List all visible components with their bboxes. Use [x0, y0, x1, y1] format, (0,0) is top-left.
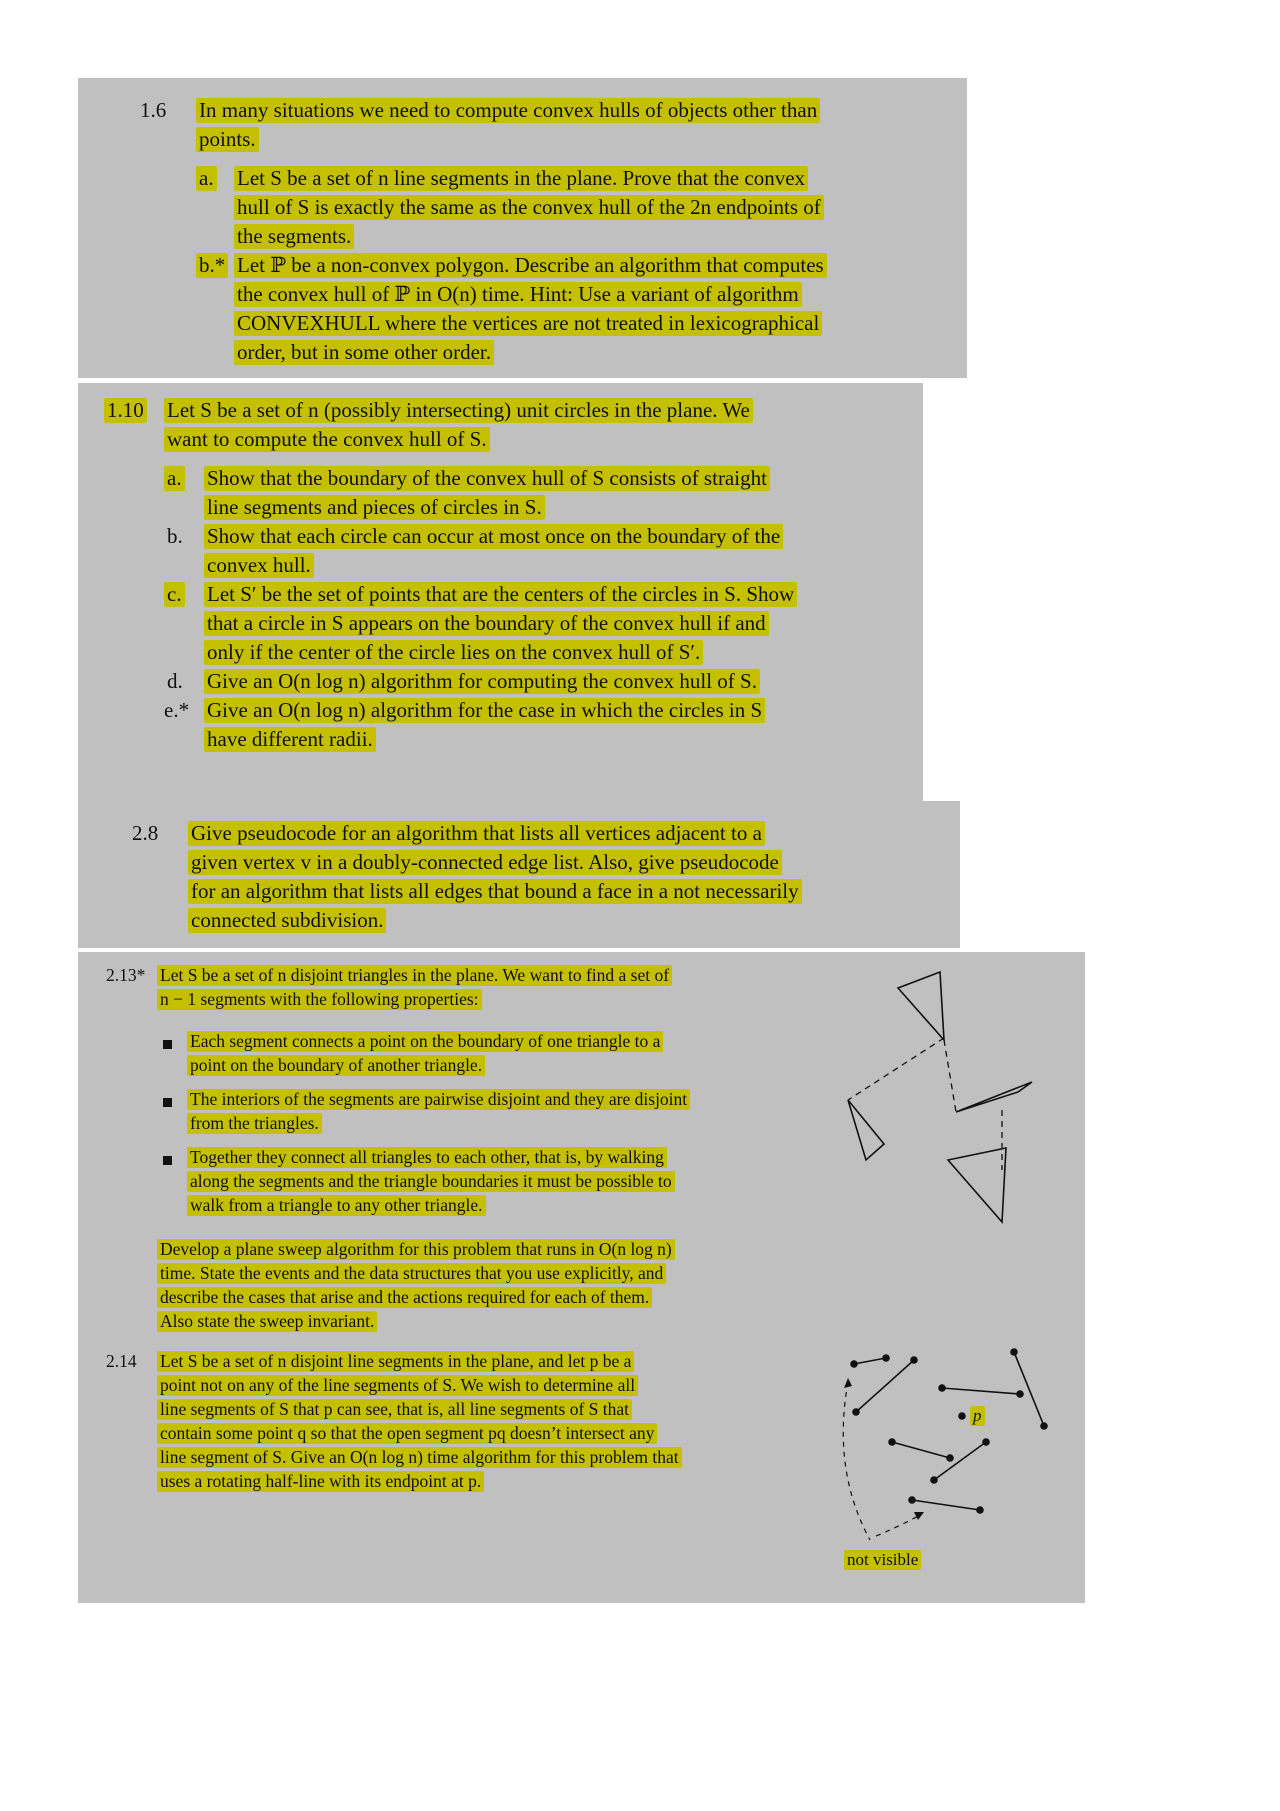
part-text-line: CONVEXHULL where the vertices are not treated in lexicographical: [234, 311, 822, 336]
part-text-line: the convex hull of ℙ in O(n) time. Hint: Use a variant of algorithm: [234, 282, 802, 307]
segment-endpoint: [1016, 1390, 1024, 1398]
triangle-shape: [948, 1148, 1006, 1222]
part-text-line: Let S′ be the set of points that are the centers of the circles in S. Show: [204, 582, 797, 607]
segment-endpoint: [852, 1408, 860, 1416]
not-visible-arrow-path: [876, 1514, 922, 1536]
exercise-text-line: for an algorithm that lists all edges that bound a face in a not necessarily: [188, 879, 802, 904]
part-text-line: hull of S is exactly the same as the convex hull of the 2n endpoints of: [234, 195, 824, 220]
segment-endpoint: [910, 1356, 918, 1364]
exercise-text-line: Give pseudocode for an algorithm that lists all vertices adjacent to a: [188, 821, 765, 846]
part-text-line: only if the center of the circle lies on the convex hull of S′.: [204, 640, 703, 665]
part-label: b.*: [196, 253, 228, 278]
bullet-text-line: walk from a triangle to any other triangle.: [187, 1195, 486, 1216]
bullet-square: [163, 1098, 172, 1107]
exercise-number: 2.14: [106, 1351, 137, 1371]
line-segment: [854, 1358, 886, 1364]
part-text-line: Give an O(n log n) algorithm for computing the convex hull of S.: [204, 669, 760, 694]
line-segment: [1014, 1352, 1044, 1426]
exercise-text-line: point not on any of the line segments of S. We wish to determine all: [157, 1375, 638, 1396]
part-label: c.: [164, 582, 185, 607]
exercise-number: 2.8: [132, 821, 159, 845]
part-text-line: line segments and pieces of circles in S.: [204, 495, 545, 520]
triangles-figure: [830, 960, 1060, 1240]
exercise-intro-line: points.: [196, 127, 259, 152]
segment-endpoint: [888, 1438, 896, 1446]
part-text-line: that a circle in S appears on the boundary of the convex hull if and: [204, 611, 769, 636]
line-segment: [912, 1500, 980, 1510]
bullet-text-line: from the triangles.: [187, 1113, 322, 1134]
exercise-text-line: time. State the events and the data structures that you use explicitly, and: [157, 1263, 666, 1284]
part-text-line: Let ℙ be a non-convex polygon. Describe an algorithm that computes: [234, 253, 827, 278]
triangle-shape: [898, 972, 944, 1040]
part-text-line: order, but in some other order.: [234, 340, 494, 365]
exercise-text-line: contain some point q so that the open segment pq doesn’t intersect any: [157, 1423, 657, 1444]
connecting-segment: [848, 1038, 944, 1100]
segment-endpoint: [976, 1506, 984, 1514]
part-text-line: convex hull.: [204, 553, 314, 578]
bullet-text-line: Together they connect all triangles to each other, that is, by walking: [187, 1147, 667, 1168]
part-text-line: Show that each circle can occur at most once on the boundary of the: [204, 524, 783, 549]
segment-endpoint: [1010, 1348, 1018, 1356]
bullet-square: [163, 1156, 172, 1165]
rotating-half-line-arc: [843, 1382, 870, 1540]
bullet-text-line: The interiors of the segments are pairwise disjoint and they are disjoint: [187, 1089, 690, 1110]
segment-endpoint: [850, 1360, 858, 1368]
connecting-segment: [944, 1040, 956, 1112]
exercise-text-line: Let S be a set of n disjoint line segments in the plane, and let p be a: [157, 1351, 634, 1372]
part-label: b.: [167, 524, 183, 548]
point-p: [958, 1412, 966, 1420]
part-text-line: Let S be a set of n line segments in the plane. Prove that the convex: [234, 166, 808, 191]
arrow-head-icon: [914, 1512, 924, 1520]
exercise-text-line: Develop a plane sweep algorithm for this problem that runs in O(n log n): [157, 1239, 675, 1260]
exercise-intro-line: Let S be a set of n (possibly intersecting) unit circles in the plane. We: [164, 398, 753, 423]
bullet-text-line: point on the boundary of another triangle.: [187, 1055, 485, 1076]
segment-endpoint: [1040, 1422, 1048, 1430]
exercise-text-line: given vertex v in a doubly-connected edge list. Also, give pseudocode: [188, 850, 782, 875]
visibility-figure: [830, 1340, 1060, 1570]
exercise-text-line: describe the cases that arise and the actions required for each of them.: [157, 1287, 652, 1308]
part-text-line: have different radii.: [204, 727, 376, 752]
segment-endpoint: [946, 1454, 954, 1462]
segment-endpoint: [982, 1438, 990, 1446]
line-segment: [856, 1360, 914, 1412]
part-text-line: Show that the boundary of the convex hull of S consists of straight: [204, 466, 770, 491]
exercise-text-line: Also state the sweep invariant.: [157, 1311, 377, 1332]
segment-endpoint: [938, 1384, 946, 1392]
exercise-text-line: line segments of S that p can see, that is, all line segments of S that: [157, 1399, 632, 1420]
part-label: d.: [167, 669, 183, 693]
segment-endpoint: [930, 1476, 938, 1484]
part-text-line: the segments.: [234, 224, 354, 249]
line-segment: [942, 1388, 1020, 1394]
line-segment: [892, 1442, 950, 1458]
exercise-text-line: uses a rotating half-line with its endpoint at p.: [157, 1471, 484, 1492]
segment-endpoint: [882, 1354, 890, 1362]
part-text-line: Give an O(n log n) algorithm for the case in which the circles in S: [204, 698, 765, 723]
part-label: a.: [164, 466, 185, 491]
bullet-text-line: Each segment connects a point on the boundary of one triangle to a: [187, 1031, 663, 1052]
exercise-number: 2.13*: [106, 965, 146, 985]
exercise-number: 1.6: [140, 98, 167, 122]
exercise-text-line: line segment of S. Give an O(n log n) time algorithm for this problem that: [157, 1447, 682, 1468]
triangle-shape: [848, 1100, 884, 1160]
figure-caption-not-visible: not visible: [844, 1550, 921, 1570]
segment-endpoint: [908, 1496, 916, 1504]
part-label: e.*: [164, 698, 190, 722]
part-label: a.: [196, 166, 217, 191]
bullet-text-line: along the segments and the triangle boundaries it must be possible to: [187, 1171, 675, 1192]
bullet-square: [163, 1040, 172, 1049]
exercise-intro-line: Let S be a set of n disjoint triangles in the plane. We want to find a set of: [157, 965, 672, 986]
exercise-intro-line: In many situations we need to compute convex hulls of objects other than: [196, 98, 820, 123]
exercise-intro-line: n − 1 segments with the following properties:: [157, 989, 482, 1010]
exercise-text-line: connected subdivision.: [188, 908, 386, 933]
arrow-head-icon: [844, 1378, 852, 1388]
triangle-shape: [956, 1082, 1032, 1112]
exercise-intro-line: want to compute the convex hull of S.: [164, 427, 490, 452]
exercise-number: 1.10: [104, 398, 147, 423]
line-segment: [934, 1442, 986, 1480]
point-p-label: p: [970, 1406, 985, 1426]
